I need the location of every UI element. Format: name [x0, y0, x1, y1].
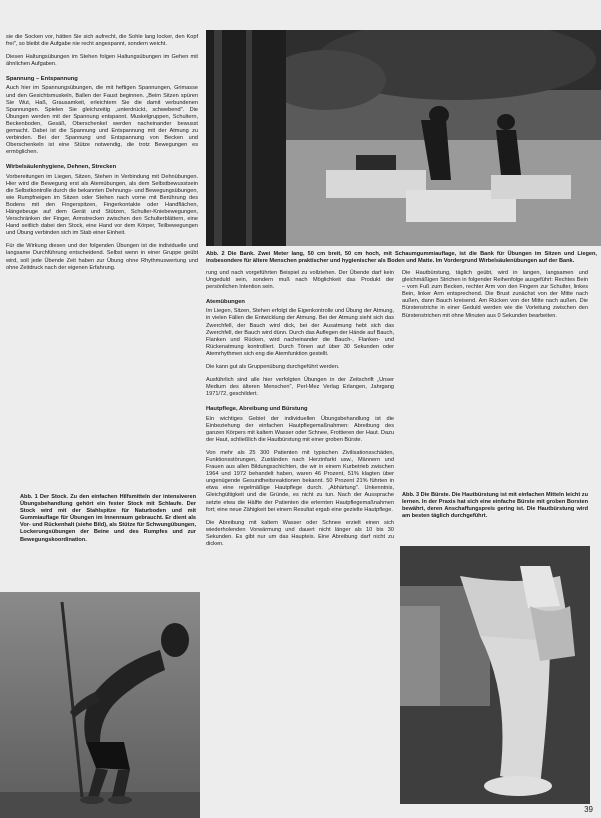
paragraph: Von mehr als 25 300 Patienten mit typischen Zivilisationsschäden, Funktionsstörungen, Zuständen nach Herzinfarkt usw., Männern und Frauen aus allen Bildungsschichten, die wir in einem Kurbetrieb zwischen 1964 und 1972 behandelt haben, waren 46 Prozent, 51% klagten über ungenügende Gesundheitsreaktionen bekannt. 50 Prozent 21% führten in etwa eine regelmäßige Hautpflege durch. „Abhärtung". Unkenntnis, Gleichgültigkeit und die Gründe, es nicht zu tun. Nach der Aussprache setzte etwa die Hälfte der Patienten die erlernten Hautpflegemaßnahmen fort; eine neue Zähigkeit bei einem Resultat ergab eine gezielte Hautpflege. [206, 449, 394, 513]
page-number: 39 [584, 805, 593, 814]
park-benches-illustration [206, 30, 601, 246]
figure-2-caption: Abb. 2 Die Bank. Zwei Meter lang, 50 cm breit, 50 cm hoch, mit Schaumgummiauflage, ist die Bank für Übungen im Sitzen und Liegen, insbesondere für ältere Menschen praktischer und hygienischer als Boden und Matte. Im Vordergrund Wirbelsäulenübungen auf der Bank. [206, 251, 597, 265]
paragraph: rung und nach vorgeführten Beispiel zu vollziehen. Der Übende darf kein Ungeduld sein, sondern muß nach Möglichkeit das Produkt der persönlichen Intention sein. [206, 270, 394, 291]
section-heading: Wirbelsäulenhygiene, Dehnen, Strecken [6, 164, 117, 171]
man-with-stick-illustration [0, 592, 200, 818]
section-heading: Hautpflege, Abreibung und Bürstung [206, 406, 308, 413]
paragraph: Für die Wirkung diesen und der folgenden Übungen ist die individuelle und langsame Durchführung entscheidend. Selbst wenn in einer Gruppe geübt wird, soll jede Übende Zeit haben zur Übung ohne Rhythmuswertung und ohne Zeitdruck nach der eigenen Erfahrung. [6, 243, 198, 271]
paragraph: Die Abreibung mit kaltem Wasser oder Schnee erzielt einen sich wiederholenden Vorwärmung und dauert nicht länger als 10 bis 30 Sekunden. Es gibt nur um das Haupteis. Eine Abreibung darf nicht zu dicken. [206, 519, 394, 547]
paragraph: Die Hautbürstung, täglich geübt, wird in langen, langsamen und gleichmäßigen Strichen in folgender Reihenfolge ausgeführt: Rechtes Bein – vom Fuß zum Becken, rechter Arm von den Fingern zur Schulter, linkes Bein, linker Arm entsprechend. Die Brust zunächst von der Mitte nach außen, dann Bauch kreisend. Am Rücken von der Mitte nach außen. Die Bürstenstriche in einer Geduld werden wie die Vorleitung zwischen den Bürstenstrichen mit ohne Minuten aus 0 Sekunden bearbeiten. [402, 270, 588, 319]
leg-brushing-illustration [400, 546, 590, 804]
paragraph: Ein wichtiges Gebiet der individuellen Übungsbehandlung ist die Einbeziehung der einfachen Hautpflegemaßnahmen: Abreibung des ganzen Körpers mit kaltem Wasser oder Schnee, Frottieren der Haut. Dazu der Haut, schließlich die Hautbürstung mit einer groben Bürste. [206, 415, 394, 443]
column-2-text [206, 270, 394, 554]
paragraph: Die kann gut als Gruppenübung durchgeführt werden. [206, 364, 340, 371]
paragraph: Auch hier im Spannungsübungen, die mit heftigen Spannungen, Grimasse und den Gesichtsmuskeln, Ballen der Faust beginnen. „Beim Sitzen spüren Sie Wut, Haß, Grausamkeit, erleichtern Sie die damit verbundenen Spannungen. Spielen Sie gleichzeitig „unterdrückt, schwebend". Die Übungen werden mit der Spannung entspannt. Muskelgruppen, Schultern, Beckenboden, Gesäß, Oberschenkel werden nacheinander bewusst gemacht. Dabei ist die Spannung und Entspannung mit der Atmung zu verbinden. Bei der Spannung und Entspannung von Becken und Oberschenkeln ist eine Stütze notwendig, die trotz Bewegungen es ermöglichen. [6, 85, 198, 156]
column-1-text [6, 34, 198, 278]
paragraph: Im Liegen, Sitzen, Stehen erfolgt die Eigenkontrolle und Übung der Atmung, in vielen Fällen die Entwicklung der Atmung. Bei der Atmung sieht sich das Zwerchfell, der Bauch wird dick, bei der Ausatmung hebt sich das Zwerchfell, der Bauch wird dünn. Durch das Auflegen der Hände auf Bauch, Flanken und Rücken, wird nacheinander die Bauch-, Flanken- und Rückenatmung kontrolliert. Durch Tönen auf über 30 Sekunden oder Atemrhythmen sich eng die Atemfunktion gestellt. [206, 308, 394, 357]
paragraph: Diesen Haltungsübungen im Stehen folgen Haltungsübungen im Gehen mit ähnlichen Aufgaben. [6, 54, 198, 68]
figure-3-photo [400, 546, 590, 804]
section-heading: Spannung – Entspannung [6, 76, 78, 83]
column-3-text [402, 270, 588, 326]
paragraph: Vorbereitungen im Liegen, Sitzen, Stehen in Verbindung mit Dehnübungen. Hier wird die Bewegung erst als Atemübungen, als dem Selbstbewusstsein die Selbstkontrolle durch die bekannten Dehnungs- und Bewegungsübungen, wie Rumpfneigen im Sitzen oder Stehen nach vorne mit Berührung des Bodens mit den Fingerspitzen, Fingerkontakte oder Handflächen, Hängebeuge auf dem Gerät und Stützen, Schulter-Kniebewegungen, Verschränken der Finger, Armstrecken zwischen den Schulterblättern, eine Hand seitlich dabei den Stock, eine Hand vor dem Körper, Teilbewegungen und Übung verbinden sich im Stab einer Einheit. [6, 173, 198, 237]
figure-1-photo [0, 592, 200, 818]
figure-2-photo [206, 30, 601, 246]
section-heading: Atemübungen [206, 299, 245, 306]
figure-3-caption: Abb. 3 Die Bürste. Die Hautbürstung ist mit einfachen Mitteln leicht zu lernen. In der Praxis hat sich eine einfache Bürste mit groben Borsten bewährt, deren Anschaffungspreis gering ist. Die Hautbürstung wird am besten täglich durchgeführt. [402, 492, 588, 520]
paragraph: sie die Socken vor, hätten Sie sich aufrecht, die Sohle lang locker, den Kopf frei", so bleibt die Aufgabe nie recht angespannt, sondern weicht. [6, 34, 198, 48]
paragraph: Ausführlich sind alle hier verfolgten Übungen in der Zeitschrift „Unser Medium des älteren Menschen", Perl-Mez Verlag Erlangen, Jahrgang 1971/72, geschildert. [206, 377, 394, 398]
figure-1-caption: Abb. 1 Der Stock. Zu den einfachen Hilfsmitteln der intensiveren Übungsbehandlung gehört ein fester Stock mit Schlaufe. Der Stock wird mit der Stahlspitze für Naturboden und mit Gummiauflage für Übungen im Innenraum gebraucht. Er dient als Vor- und Rückenhalt (siehe Bild), als Stütze für Schwungübungen, Lockerungsübungen der Beine und des Rumpfes und zur Bewegungskoordination. [20, 494, 196, 543]
